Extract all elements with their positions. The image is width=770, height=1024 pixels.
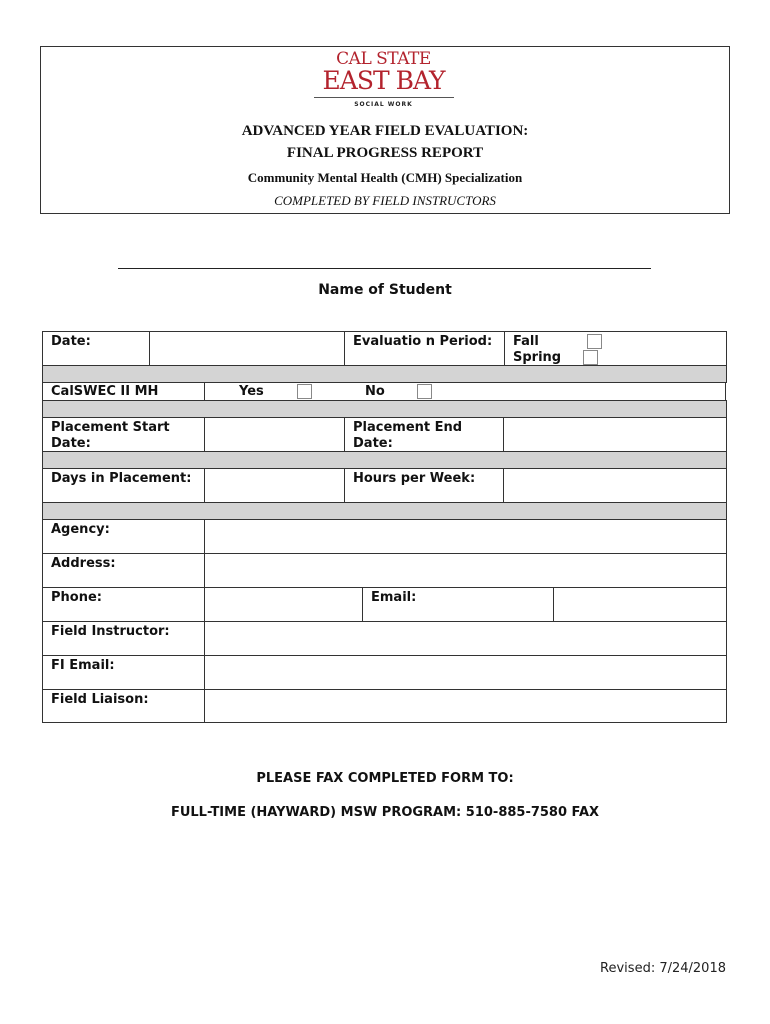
placement-end-label: Placement End Date: xyxy=(344,417,504,452)
row-phone-email xyxy=(42,587,727,622)
row-placement-dates xyxy=(42,417,727,452)
header-box xyxy=(40,46,730,214)
hours-per-week-field[interactable] xyxy=(503,468,727,503)
days-in-placement-label: Days in Placement: xyxy=(42,468,205,503)
days-in-placement-field[interactable] xyxy=(204,468,345,503)
yes-checkbox[interactable] xyxy=(297,384,312,399)
fax-number: FULL-TIME (HAYWARD) MSW PROGRAM: 510-885-7580 FAX xyxy=(170,805,600,820)
logo-line2: EAST BAY xyxy=(322,66,445,95)
spring-label: Spring xyxy=(513,350,562,365)
placement-start-field[interactable] xyxy=(204,417,345,452)
calswec-options xyxy=(204,382,726,401)
no-label: No xyxy=(365,384,385,399)
gray-band xyxy=(42,502,727,520)
placement-start-label: Placement Start Date: xyxy=(42,417,205,452)
phone-label: Phone: xyxy=(42,587,205,622)
field-instructor-field[interactable] xyxy=(204,621,727,656)
email-label: Email: xyxy=(362,587,554,622)
logo-line3: SOCIAL WORK xyxy=(354,101,413,108)
field-liaison-field[interactable] xyxy=(204,689,727,723)
date-label: Date: xyxy=(42,331,150,366)
specialization: Community Mental Health (CMH) Specialization xyxy=(247,170,523,185)
form-title: ADVANCED YEAR FIELD EVALUATION: xyxy=(241,123,529,139)
gray-band xyxy=(42,451,727,469)
logo-line1: CAL STATE xyxy=(336,49,431,69)
agency-field[interactable] xyxy=(204,519,727,554)
student-name-label: Name of Student xyxy=(318,282,452,298)
fax-instructions: PLEASE FAX COMPLETED FORM TO: xyxy=(256,771,514,786)
fi-email-label: FI Email: xyxy=(42,655,205,690)
gray-band xyxy=(42,365,727,383)
agency-label: Agency: xyxy=(42,519,205,554)
fi-email-field[interactable] xyxy=(204,655,727,690)
field-liaison-label: Field Liaison: xyxy=(42,689,205,723)
phone-field[interactable] xyxy=(204,587,363,622)
yes-label: Yes xyxy=(239,384,264,399)
email-field[interactable] xyxy=(553,587,727,622)
row-calswec xyxy=(42,382,727,401)
fall-label: Fall xyxy=(513,334,539,349)
student-name-line[interactable] xyxy=(118,268,651,269)
revised-date: Revised: 7/24/2018 xyxy=(600,961,726,976)
address-label: Address: xyxy=(42,553,205,588)
form-subtitle: FINAL PROGRESS REPORT xyxy=(286,145,484,161)
eval-period-label: Evaluatio n Period: xyxy=(344,331,505,366)
gray-band xyxy=(42,400,727,418)
row-agency xyxy=(42,519,727,554)
placement-end-field[interactable] xyxy=(503,417,727,452)
address-field[interactable] xyxy=(204,553,727,588)
calswec-label: CalSWEC II MH xyxy=(42,382,205,401)
logo-divider xyxy=(314,97,454,98)
row-field-instructor xyxy=(42,621,727,656)
row-address xyxy=(42,553,727,588)
row-date xyxy=(42,331,727,366)
no-checkbox[interactable] xyxy=(417,384,432,399)
date-field[interactable] xyxy=(149,331,345,366)
eval-period-options xyxy=(504,331,727,366)
row-days-hours xyxy=(42,468,727,503)
spring-checkbox[interactable] xyxy=(583,350,598,365)
completed-by: COMPLETED BY FIELD INSTRUCTORS xyxy=(274,193,496,208)
university-logo xyxy=(311,51,456,111)
row-field-liaison xyxy=(42,689,727,723)
field-instructor-label: Field Instructor: xyxy=(42,621,205,656)
fall-checkbox[interactable] xyxy=(587,334,602,349)
row-fi-email xyxy=(42,655,727,690)
hours-per-week-label: Hours per Week: xyxy=(344,468,504,503)
